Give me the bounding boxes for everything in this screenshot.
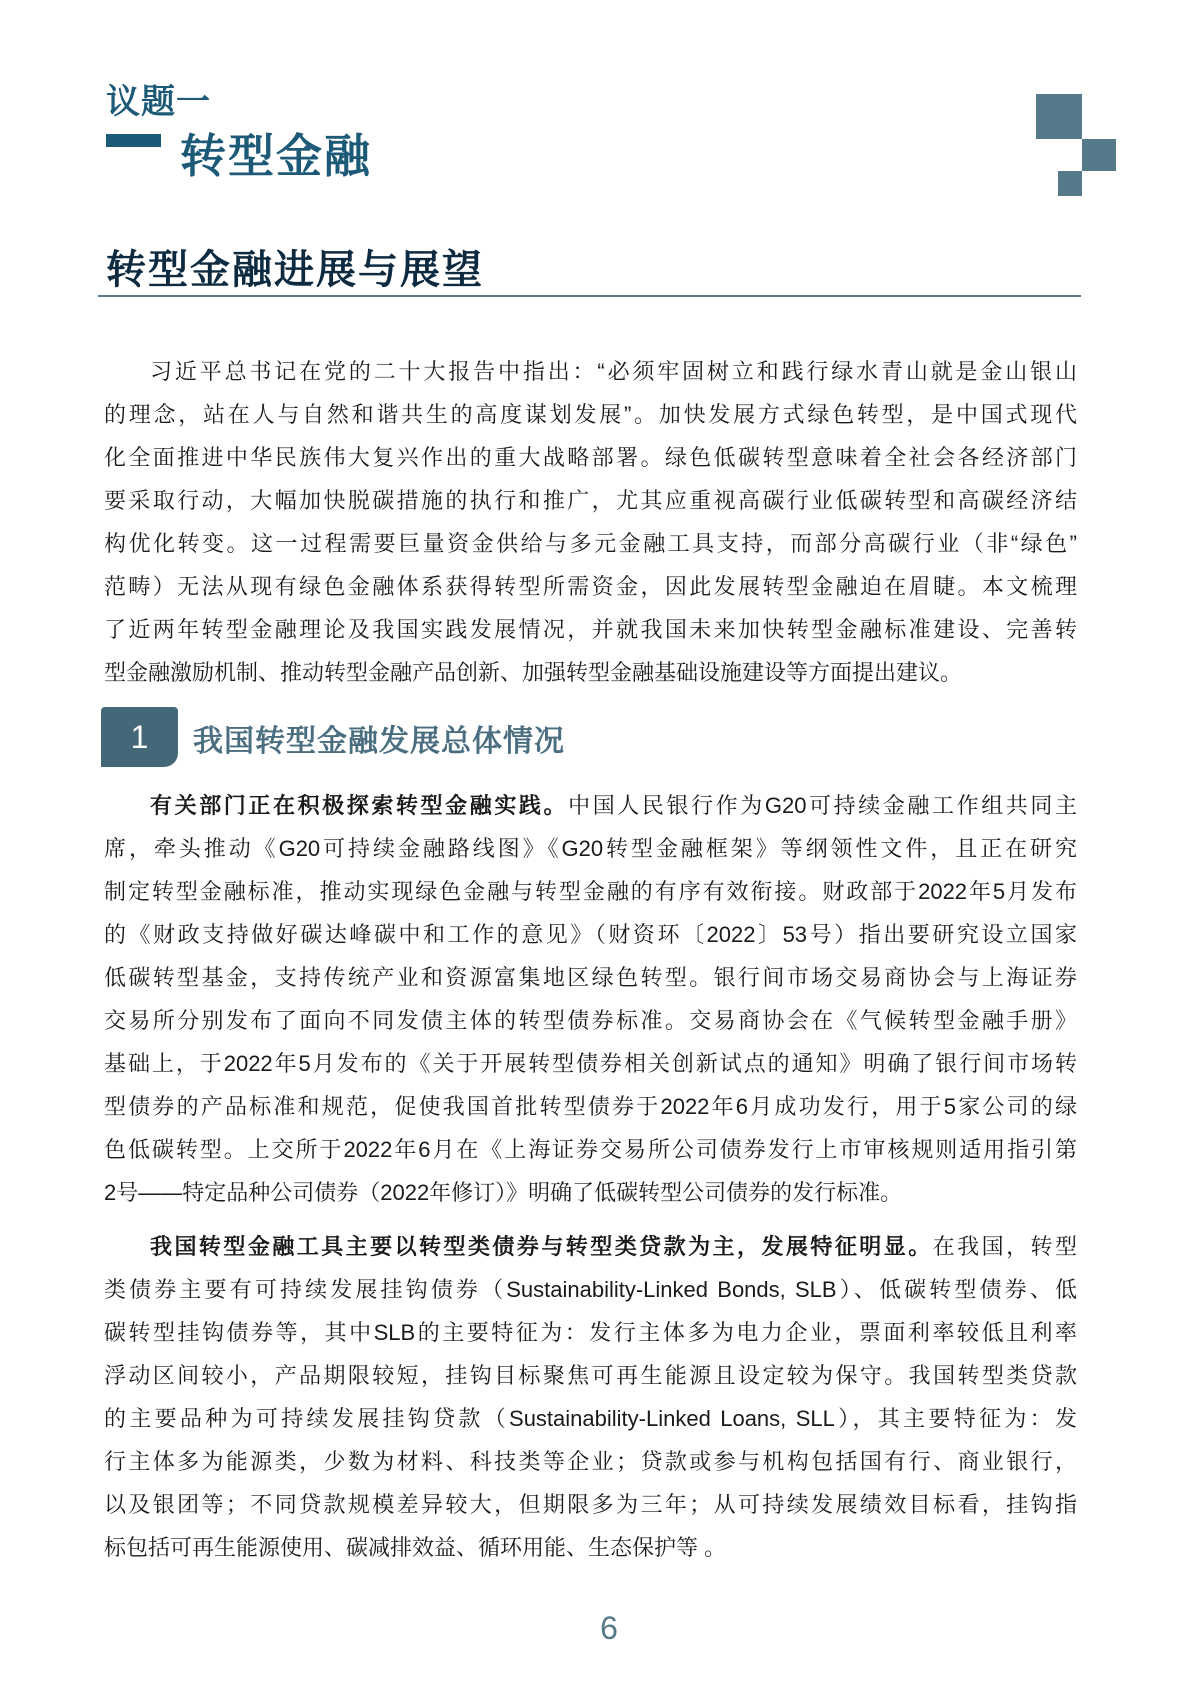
- text-line: [104, 608, 1077, 651]
- line-text: 席，牵头推动《G20可持续金融路线图》《G20转型金融框架》等纲领性文件，且正在研究: [104, 836, 1077, 861]
- line-text: 构优化转变。这一过程需要巨量资金供给与多元金融工具支持，而部分高碳行业（非“绿色”: [104, 531, 1077, 556]
- text-line: [104, 1042, 1077, 1085]
- text-line: [104, 1128, 1077, 1171]
- section-number-badge: 1: [101, 707, 178, 767]
- line-text: 型金融激励机制、推动转型金融产品创新、加强转型金融基础设施建设等方面提出建议。: [104, 660, 963, 685]
- text-line: [104, 393, 1077, 436]
- line-text: 要采取行动，大幅加快脱碳措施的执行和推广，尤其应重视高碳行业低碳转型和高碳经济结: [104, 488, 1077, 513]
- text-line: [104, 1526, 1077, 1569]
- line-text: 行主体多为能源类，少数为材料、科技类等企业；贷款或参与机构包括国有行、商业银行，: [104, 1449, 1077, 1474]
- text-line: [104, 784, 1077, 827]
- line-text: 了近两年转型金融理论及我国实践发展情况，并就我国未来加快转型金融标准建设、完善转: [104, 617, 1077, 642]
- line-text: 碳转型挂钩债券等，其中SLB的主要特征为：发行主体多为电力企业，票面利率较低且利率: [104, 1320, 1077, 1345]
- text-line: [104, 522, 1077, 565]
- line-text: 中国人民银行作为G20可持续金融工作组共同主: [568, 793, 1077, 818]
- line-text: 低碳转型基金，支持传统产业和资源富集地区绿色转型。银行间市场交易商协会与上海证券: [104, 965, 1077, 990]
- text-line: [104, 350, 1077, 393]
- text-line: [104, 1311, 1077, 1354]
- text-line: [104, 436, 1077, 479]
- lead-sentence: 有关部门正在积极探索转型金融实践。: [150, 793, 569, 818]
- text-line: [104, 870, 1077, 913]
- text-line: [104, 1085, 1077, 1128]
- page-number: 6: [600, 1610, 618, 1646]
- line-text: 在我国，转型: [932, 1234, 1077, 1259]
- text-line: [104, 651, 1077, 694]
- body-paragraph: [104, 784, 1077, 1214]
- text-line: [104, 1440, 1077, 1483]
- decor-square: [1058, 171, 1082, 196]
- decor-square: [1082, 139, 1116, 171]
- line-text: 标包括可再生能源使用、碳减排效益、循环用能、生态保护等 。: [104, 1535, 727, 1560]
- section-heading: 我国转型金融发展总体情况: [193, 725, 565, 758]
- text-line: [104, 1397, 1077, 1440]
- topic-dash-decoration: [106, 134, 161, 147]
- text-line: [104, 999, 1077, 1042]
- line-text: 浮动区间较小，产品期限较短，挂钩目标聚焦可再生能源且设定较为保守。我国转型类贷款: [104, 1363, 1077, 1388]
- line-text: 交易所分别发布了面向不同发债主体的转型债券标准。交易商协会在《气候转型金融手册》: [104, 1008, 1077, 1033]
- intro-paragraph: [104, 350, 1077, 694]
- line-text: 的主要品种为可持续发展挂钩贷款（Sustainability-Linked Loans, SLL），其主要特征为：发: [104, 1406, 1077, 1431]
- text-line: [104, 827, 1077, 870]
- topic-label: 议题一: [106, 83, 211, 121]
- line-text: 类债券主要有可持续发展挂钩债券（Sustainability-Linked Bonds, SLB）、低碳转型债券、低: [104, 1277, 1077, 1302]
- line-text: 范畴）无法从现有绿色金融体系获得转型所需资金，因此发展转型金融迫在眉睫。本文梳理: [104, 574, 1077, 599]
- article-title: 转型金融进展与展望: [106, 248, 484, 292]
- text-line: [104, 913, 1077, 956]
- decor-square: [1036, 94, 1082, 139]
- line-text: 基础上，于2022年5月发布的《关于开展转型债券相关创新试点的通知》明确了银行间市场转: [104, 1051, 1077, 1076]
- line-text: 制定转型金融标准，推动实现绿色金融与转型金融的有序有效衔接。财政部于2022年5月发布: [104, 879, 1077, 904]
- line-text: 的理念，站在人与自然和谐共生的高度谋划发展”。加快发展方式绿色转型，是中国式现代: [104, 402, 1077, 427]
- line-text: 型债券的产品标准和规范，促使我国首批转型债券于2022年6月成功发行，用于5家公司的绿: [104, 1094, 1077, 1119]
- line-text: 色低碳转型。上交所于2022年6月在《上海证券交易所公司债券发行上市审核规则适用指引第: [104, 1137, 1077, 1162]
- line-text: 以及银团等；不同贷款规模差异较大，但期限多为三年；从可持续发展绩效目标看，挂钩指: [104, 1492, 1077, 1517]
- text-line: [104, 956, 1077, 999]
- text-line: [104, 1268, 1077, 1311]
- line-text: 2号——特定品种公司债券（2022年修订）》明确了低碳转型公司债券的发行标准。: [104, 1180, 903, 1205]
- text-line: [104, 1354, 1077, 1397]
- text-line: [104, 1225, 1077, 1268]
- topic-title: 转型金融: [180, 130, 372, 182]
- text-line: [104, 1171, 1077, 1214]
- text-line: [104, 565, 1077, 608]
- line-text: 的《财政支持做好碳达峰碳中和工作的意见》（财资环〔2022〕53号）指出要研究设立国家: [104, 922, 1077, 947]
- title-divider: [98, 295, 1081, 297]
- text-line: [104, 479, 1077, 522]
- text-line: [104, 1483, 1077, 1526]
- lead-sentence: 我国转型金融工具主要以转型类债券与转型类贷款为主，发展特征明显。: [150, 1234, 933, 1259]
- line-text: 化全面推进中华民族伟大复兴作出的重大战略部署。绿色低碳转型意味着全社会各经济部门: [104, 445, 1077, 470]
- body-paragraph: [104, 1225, 1077, 1569]
- line-text: 习近平总书记在党的二十大报告中指出：“必须牢固树立和践行绿水青山就是金山银山: [150, 359, 1077, 384]
